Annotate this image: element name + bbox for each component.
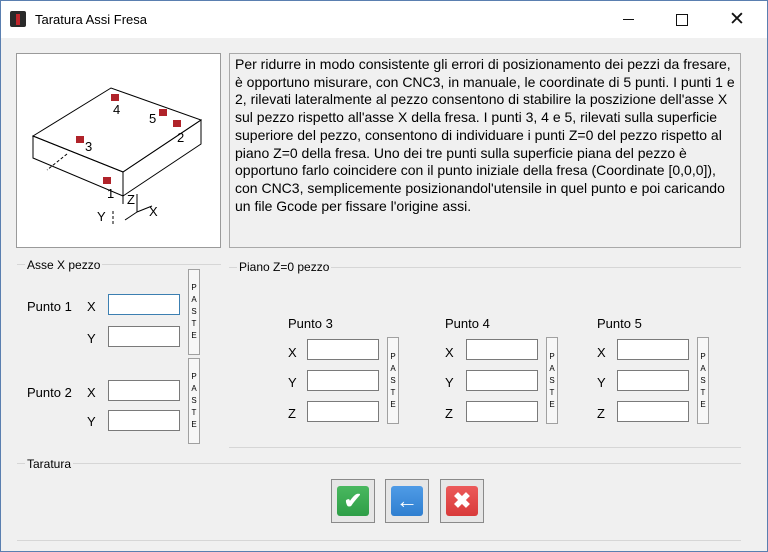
marker-2 [173, 120, 181, 127]
maximize-icon [676, 14, 688, 26]
point-label-3: 3 [85, 139, 93, 154]
group-taratura-title: Taratura [27, 457, 72, 471]
paste-letter: S [191, 307, 197, 316]
punto3-label: Punto 3 [288, 316, 333, 331]
punto1-label: Punto 1 [27, 299, 72, 314]
punto4-y-input[interactable] [466, 370, 538, 391]
paste-letter: E [191, 331, 197, 340]
ok-button[interactable] [331, 479, 375, 523]
punto3-paste-button[interactable] [387, 337, 399, 424]
maximize-button[interactable] [659, 1, 705, 38]
punto3-z-label: Z [288, 406, 296, 421]
punto5-z-label: Z [597, 406, 605, 421]
paste-letter: P [191, 372, 197, 381]
close-button[interactable] [714, 1, 760, 38]
paste-letter: E [191, 420, 197, 429]
arrow-left-icon: ← [391, 486, 423, 516]
punto5-label: Punto 5 [597, 316, 642, 331]
back-button[interactable] [385, 479, 429, 523]
group-piano-z-bottom [229, 447, 741, 448]
punto4-z-input[interactable] [466, 401, 538, 422]
punto4-y-label: Y [445, 375, 454, 390]
punto2-label: Punto 2 [27, 385, 72, 400]
punto5-paste-button[interactable] [697, 337, 709, 424]
punto2-paste-button[interactable] [188, 358, 200, 444]
x-icon: ✖ [446, 486, 478, 516]
punto1-y-input[interactable] [108, 326, 180, 347]
punto1-x-input[interactable] [108, 294, 180, 315]
marker-1 [103, 177, 111, 184]
axis-label-x: X [149, 204, 158, 219]
check-icon: ✔ [337, 486, 369, 516]
point-label-5: 5 [149, 111, 157, 126]
punto5-z-input[interactable] [617, 401, 689, 422]
marker-3 [76, 136, 84, 143]
paste-letter: T [390, 387, 396, 397]
paste-letter: A [191, 384, 197, 393]
minimize-icon [623, 19, 634, 20]
punto5-x-input[interactable] [617, 339, 689, 360]
paste-letter: S [700, 375, 706, 385]
point-label-1: 1 [107, 186, 115, 201]
description-text: Per ridurre in modo consistente gli errori di posizionamento dei pezzi da fresare, è opportuno misurare, con CNC3, in manuale, le coordinate di 5 punti. I punti 1 e 2, rilevati lateralmente al pezzo consentono di stabilire la poszizione dell'asse X sul pezzo rispetto all'asse X della fresa. I punti 3, 4 e 5, rilevati sulla superficie superiore del pezzo, consentono di individuare i punti Z=0 del pezzo rispetto al piano Z=0 della fresa. Uno dei tre punti sulla superficie piana del pezzo è opportuno farlo coincidere con il punto iniziale della fresa (Coordinate [0,0,0]), con CNC3, semplicemente posizionandol'utensile in quel punto e poi caricando un file Gcode per fissare l'origine assi. [229, 53, 741, 248]
group-taratura-border [17, 463, 741, 464]
paste-letter: A [549, 363, 555, 373]
group-taratura-bottom [17, 540, 741, 541]
punto4-x-input[interactable] [466, 339, 538, 360]
paste-letter: E [390, 399, 396, 409]
paste-letter: S [390, 375, 396, 385]
title-bar [1, 1, 767, 38]
punto2-y-label: Y [87, 414, 96, 429]
paste-letter: P [191, 283, 197, 292]
group-asse-x-title: Asse X pezzo [27, 258, 101, 272]
punto2-x-input[interactable] [108, 380, 180, 401]
workpiece-svg [17, 54, 220, 247]
punto5-y-label: Y [597, 375, 606, 390]
punto4-paste-button[interactable] [546, 337, 558, 424]
paste-letter: E [700, 399, 706, 409]
paste-letter: T [700, 387, 706, 397]
paste-letter: A [191, 295, 197, 304]
punto4-z-label: Z [445, 406, 453, 421]
paste-letter: A [390, 363, 396, 373]
window-title: Taratura Assi Fresa [35, 12, 147, 27]
punto3-y-input[interactable] [307, 370, 379, 391]
group-piano-z-title: Piano Z=0 pezzo [239, 260, 330, 274]
point-label-4: 4 [113, 102, 121, 117]
punto3-y-label: Y [288, 375, 297, 390]
paste-letter: T [191, 319, 197, 328]
paste-letter: P [700, 351, 706, 361]
punto3-x-label: X [288, 345, 297, 360]
punto3-z-input[interactable] [307, 401, 379, 422]
punto1-paste-button[interactable] [188, 269, 200, 355]
paste-letter: A [700, 363, 706, 373]
axis-label-y: Y [97, 209, 106, 224]
workpiece-diagram [16, 53, 221, 248]
punto1-x-label: X [87, 299, 96, 314]
paste-letter: T [191, 408, 197, 417]
close-icon: ✕ [729, 9, 745, 30]
punto5-x-label: X [597, 345, 606, 360]
paste-letter: T [549, 387, 555, 397]
paste-letter: E [549, 399, 555, 409]
punto1-y-label: Y [87, 331, 96, 346]
punto2-x-label: X [87, 385, 96, 400]
paste-letter: S [549, 375, 555, 385]
minimize-button[interactable] [605, 1, 651, 38]
punto4-label: Punto 4 [445, 316, 490, 331]
punto4-x-label: X [445, 345, 454, 360]
punto5-y-input[interactable] [617, 370, 689, 391]
app-icon [10, 11, 26, 27]
punto3-x-input[interactable] [307, 339, 379, 360]
point-label-2: 2 [177, 130, 185, 145]
paste-letter: P [549, 351, 555, 361]
paste-letter: S [191, 396, 197, 405]
paste-letter: P [390, 351, 396, 361]
punto2-y-input[interactable] [108, 410, 180, 431]
marker-5 [159, 109, 167, 116]
marker-4 [111, 94, 119, 101]
cancel-button[interactable] [440, 479, 484, 523]
axis-label-z: Z [127, 192, 135, 207]
